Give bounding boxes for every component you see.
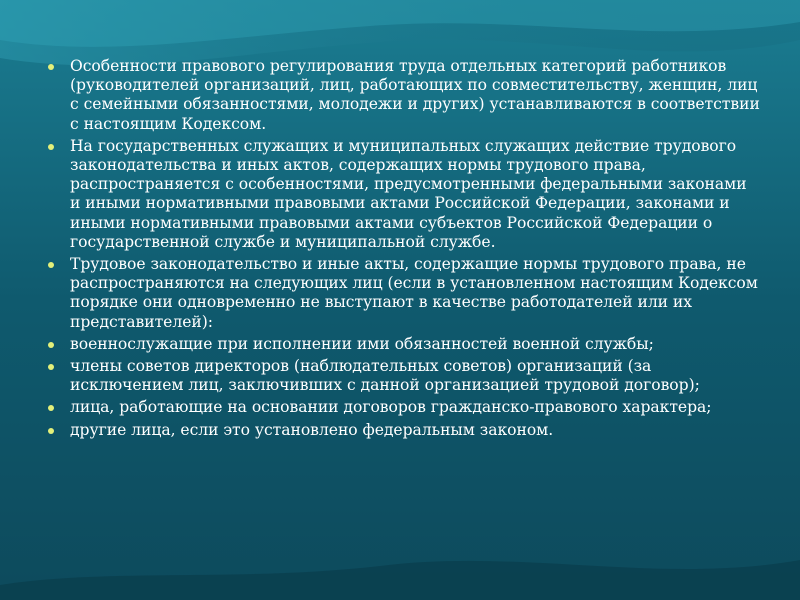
list-item-text: члены советов директоров (наблюдательных советов) организаций (за исключением лиц, заключивших с данной организацией трудовой договор);	[70, 357, 700, 395]
list-item	[48, 255, 760, 332]
list-item	[48, 398, 760, 417]
list-item-text: лица, работающие на основании договоров гражданско-правового характера;	[70, 398, 712, 417]
bullet-dot-icon	[48, 405, 54, 411]
list-item	[48, 357, 760, 395]
list-item	[48, 57, 760, 134]
list-item-text: Особенности правового регулирования труда отдельных категорий работников (руководителей организаций, лиц, работающих по совместительству, женщин, лиц с семейными обязанностями, молодежи и других) устанавливаются в соответствии с настоящим Кодексом.	[70, 57, 760, 133]
list-item	[48, 137, 760, 252]
list-item-text: военнослужащие при исполнении ими обязанностей военной службы;	[70, 334, 654, 353]
bullet-dot-icon	[48, 342, 54, 348]
list-item-text: другие лица, если это установлено федеральным законом.	[70, 420, 554, 439]
bullet-dot-icon	[48, 364, 54, 370]
bullet-dot-icon	[48, 144, 54, 150]
list-item-text: На государственных служащих и муниципальных служащих действие трудового законодательства и иных актов, содержащих нормы трудового права, распространяется с особенностями, предусмотренными федеральными законами и иными нормативными правовыми актами Российской Федерации, законами и иными нормативными правовыми актами субъектов Российской Федерации о государственной службе и муниципальной службе.	[70, 136, 747, 251]
slide-body	[48, 57, 760, 443]
list-item	[48, 335, 760, 354]
list-item	[48, 421, 760, 440]
bullet-dot-icon	[48, 262, 54, 268]
bullet-list	[48, 57, 760, 440]
bullet-dot-icon	[48, 428, 54, 434]
list-item-text: Трудовое законодательство и иные акты, содержащие нормы трудового права, не распространяются на следующих лиц (если в установленном настоящим Кодексом порядке они одновременно не выступают в качестве работодателей или их представителей):	[70, 255, 758, 331]
bullet-dot-icon	[48, 64, 54, 70]
